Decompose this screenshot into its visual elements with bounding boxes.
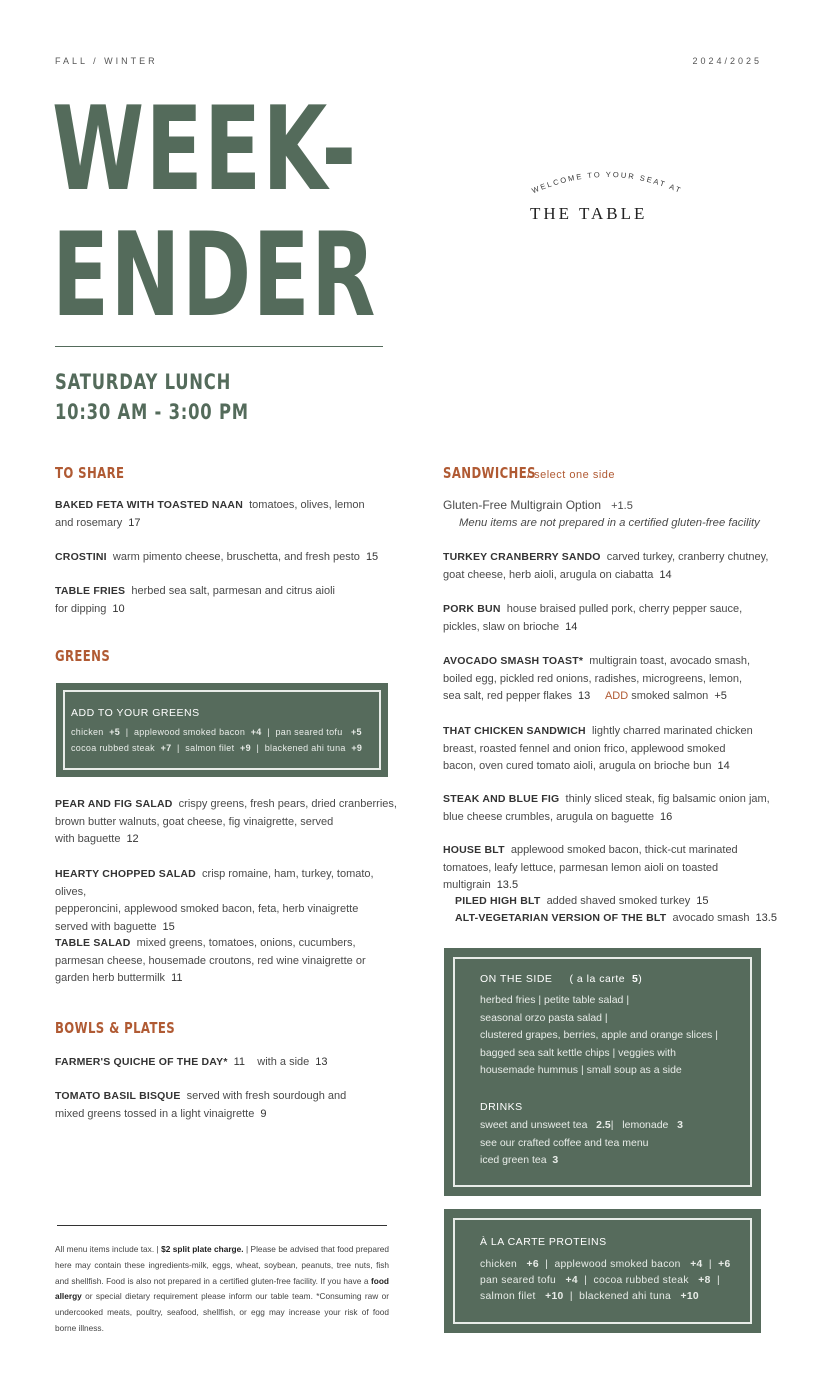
- item-price: 10: [112, 602, 125, 615]
- greens-addons-panel: [56, 683, 388, 777]
- add-label: ADD: [604, 690, 629, 702]
- season-label: FALL / WINTER: [55, 56, 158, 66]
- gf-option: Gluten-Free Multigrain Option +1.5: [443, 498, 633, 512]
- item-price: 12: [126, 833, 139, 845]
- item-desc: warm pimento cheese, bruschetta, and fresh pesto: [112, 551, 360, 563]
- menu-item: [55, 497, 395, 532]
- item-name: CROSTINI: [55, 551, 107, 563]
- year-label: 2024/2025: [692, 56, 762, 66]
- item-name: PEAR AND FIG SALAD: [55, 798, 173, 810]
- footer-divider: [57, 1225, 387, 1226]
- brand-logo: THE TABLE: [530, 204, 648, 223]
- item-price: 15: [696, 895, 709, 907]
- item-price: 15: [162, 920, 175, 933]
- item-price: 9: [260, 1107, 267, 1120]
- item-price: 14: [565, 620, 578, 633]
- drinks-list: sweet and unsweet tea 2.5| lemonade 3 see our crafted coffee and tea menu iced green tea 3: [480, 1119, 684, 1166]
- item-name: AVOCADO SMASH TOAST*: [443, 655, 584, 667]
- menu-item: TURKEY CRANBERRY SANDO carved turkey, cranberry chutney, goat cheese, herb aioli, arugula on ciabatta 14: [443, 551, 769, 581]
- proteins-list: chicken +6 | applewood smoked bacon +4 | +6 pan seared tofu +4 | cocoa rubbed steak +8 | salmon filet +10 | blackened ahi tuna +10: [480, 1259, 731, 1302]
- item-price: 17: [128, 516, 141, 529]
- item-desc: tomatoes, olives, lemon: [249, 499, 365, 511]
- item-desc: for dipping: [55, 602, 107, 615]
- item-price: 14: [717, 760, 730, 772]
- section-heading-greens: GREENS: [55, 647, 111, 665]
- item-price: 13.5: [496, 879, 519, 891]
- item-price: 15: [365, 551, 379, 563]
- item-desc: herbed sea salt, parmesan and citrus aioli: [131, 585, 336, 597]
- proteins-panel: [444, 1209, 761, 1333]
- menu-item: HOUSE BLT applewood smoked bacon, thick-cut marinated tomatoes, leafy lettuce, parmesan lemon aioli on toasted multigrain 13.5: [443, 844, 738, 891]
- sides-title: ON THE SIDE ( a la carte 5): [480, 973, 643, 985]
- gf-note: Menu items are not prepared in a certified gluten-free facility: [459, 517, 760, 529]
- proteins-title: À LA CARTE PROTEINS: [480, 1236, 607, 1248]
- item-price: 14: [659, 568, 672, 581]
- menu-item: TOMATO BASIL BISQUE served with fresh sourdough and mixed greens tossed in a light vinaigrette 9: [55, 1090, 347, 1120]
- menu-item: [55, 549, 395, 567]
- meal-name: SATURDAY LUNCH: [55, 370, 232, 394]
- sandwiches-note: / select one side: [527, 469, 615, 481]
- section-heading-bowls: BOWLS & PLATES: [55, 1019, 176, 1037]
- item-name: THAT CHICKEN SANDWICH: [443, 725, 586, 737]
- title-line-2: ENDER: [52, 208, 377, 343]
- item-price: 16: [659, 810, 673, 823]
- item-name: FARMER'S QUICHE OF THE DAY*: [55, 1056, 228, 1068]
- menu-item: [55, 583, 395, 618]
- addons-line: chicken +5 | applewood smoked bacon +4 | pan seared tofu +5: [71, 727, 362, 737]
- item-price: 11: [171, 972, 183, 984]
- item-name: STEAK AND BLUE FIG: [443, 793, 560, 805]
- svg-text:WELCOME TO YOUR SEAT AT: [530, 170, 683, 195]
- item-name: TOMATO BASIL BISQUE: [55, 1090, 181, 1102]
- title-divider: [55, 346, 383, 347]
- item-name: PILED HIGH BLT: [455, 895, 541, 907]
- item-name: ALT-VEGETARIAN VERSION OF THE BLT: [455, 912, 667, 924]
- footer-disclaimer: All menu items include tax. | $2 split plate charge. | Please be advised that food prepared here may contain these ingredients-milk, eggs, wheat, soybean, peanuts, tree nuts, fish and shellfish. Food is also not prepared in a certified gluten-free facility. If you have a food allergy or special dietary requirement please inform our table team. *Consuming raw or undercooked meats, poultry, seafood, shellfish, or egg may increase your risk of food borne illness.: [55, 1244, 390, 1333]
- item-price: 13: [578, 690, 591, 702]
- item-price: 11: [233, 1056, 246, 1068]
- item-name: TABLE FRIES: [55, 585, 126, 597]
- welcome-text: WELCOME TO YOUR SEAT AT: [530, 169, 684, 196]
- menu-item: HEARTY CHOPPED SALAD crisp romaine, ham, turkey, tomato, olives, pepperoncini, applewood smoked bacon, feta, herb vinaigrette served with baguette 15: [55, 868, 374, 933]
- menu-item: STEAK AND BLUE FIG thinly sliced steak, fig balsamic onion jam, blue cheese crumbles, arugula on baguette 16: [443, 793, 770, 823]
- item-name: TABLE SALAD: [55, 937, 131, 949]
- menu-item: AVOCADO SMASH TOAST* multigrain toast, avocado smash, boiled egg, pickled red onions, radishes, microgreens, lemon, sea salt, red pepper flakes 13 ADD smoked salmon +5: [443, 655, 751, 702]
- welcome-arc: [522, 160, 692, 200]
- item-name: HEARTY CHOPPED SALAD: [55, 868, 196, 880]
- meal-hours: 10:30 AM - 3:00 PM: [55, 400, 249, 424]
- menu-item: PEAR AND FIG SALAD crispy greens, fresh pears, dried cranberries, brown butter walnuts, goat cheese, fig vinaigrette, served with baguette 12: [55, 798, 397, 845]
- item-name: BAKED FETA WITH TOASTED NAAN: [55, 499, 243, 511]
- item-name: TURKEY CRANBERRY SANDO: [443, 551, 601, 563]
- addons-title: ADD TO YOUR GREENS: [71, 707, 200, 719]
- menu-item-variant: ALT-VEGETARIAN VERSION OF THE BLT avocado smash 13.5: [455, 912, 777, 924]
- title-line-1: WEEK-: [52, 82, 358, 217]
- menu-item: FARMER'S QUICHE OF THE DAY* 11 with a side 13: [55, 1056, 328, 1068]
- sides-panel: [444, 948, 761, 1196]
- section-heading-sandwiches: SANDWICHES: [443, 464, 536, 482]
- menu-item: PORK BUN house braised pulled pork, cherry pepper sauce, pickles, slaw on brioche 14: [443, 603, 743, 633]
- drinks-title: DRINKS: [480, 1101, 523, 1113]
- item-desc: and rosemary: [55, 516, 123, 529]
- addons-line: cocoa rubbed steak +7 | salmon filet +9 | blackened ahi tuna +9: [71, 743, 363, 753]
- item-name: PORK BUN: [443, 603, 501, 615]
- section-heading-to-share: TO SHARE: [55, 464, 125, 482]
- item-price: 13.5: [755, 912, 777, 924]
- menu-item: TABLE SALAD mixed greens, tomatoes, onions, cucumbers, parmesan cheese, housemade croutons, red wine vinaigrette or garden herb buttermilk 11: [55, 937, 366, 984]
- menu-item-variant: PILED HIGH BLT added shaved smoked turkey 15: [455, 895, 709, 907]
- item-name: HOUSE BLT: [443, 844, 505, 856]
- menu-item: THAT CHICKEN SANDWICH lightly charred marinated chicken breast, roasted fennel and onion frico, applewood smoked bacon, oven cured tomato aioli, arugula on brioche bun 14: [443, 725, 753, 772]
- sides-list: herbed fries | petite table salad | seasonal orzo pasta salad | clustered grapes, berries, apple and orange slices | bagged sea salt kettle chips | veggies with housemade hummus | small soup as a side: [480, 994, 718, 1076]
